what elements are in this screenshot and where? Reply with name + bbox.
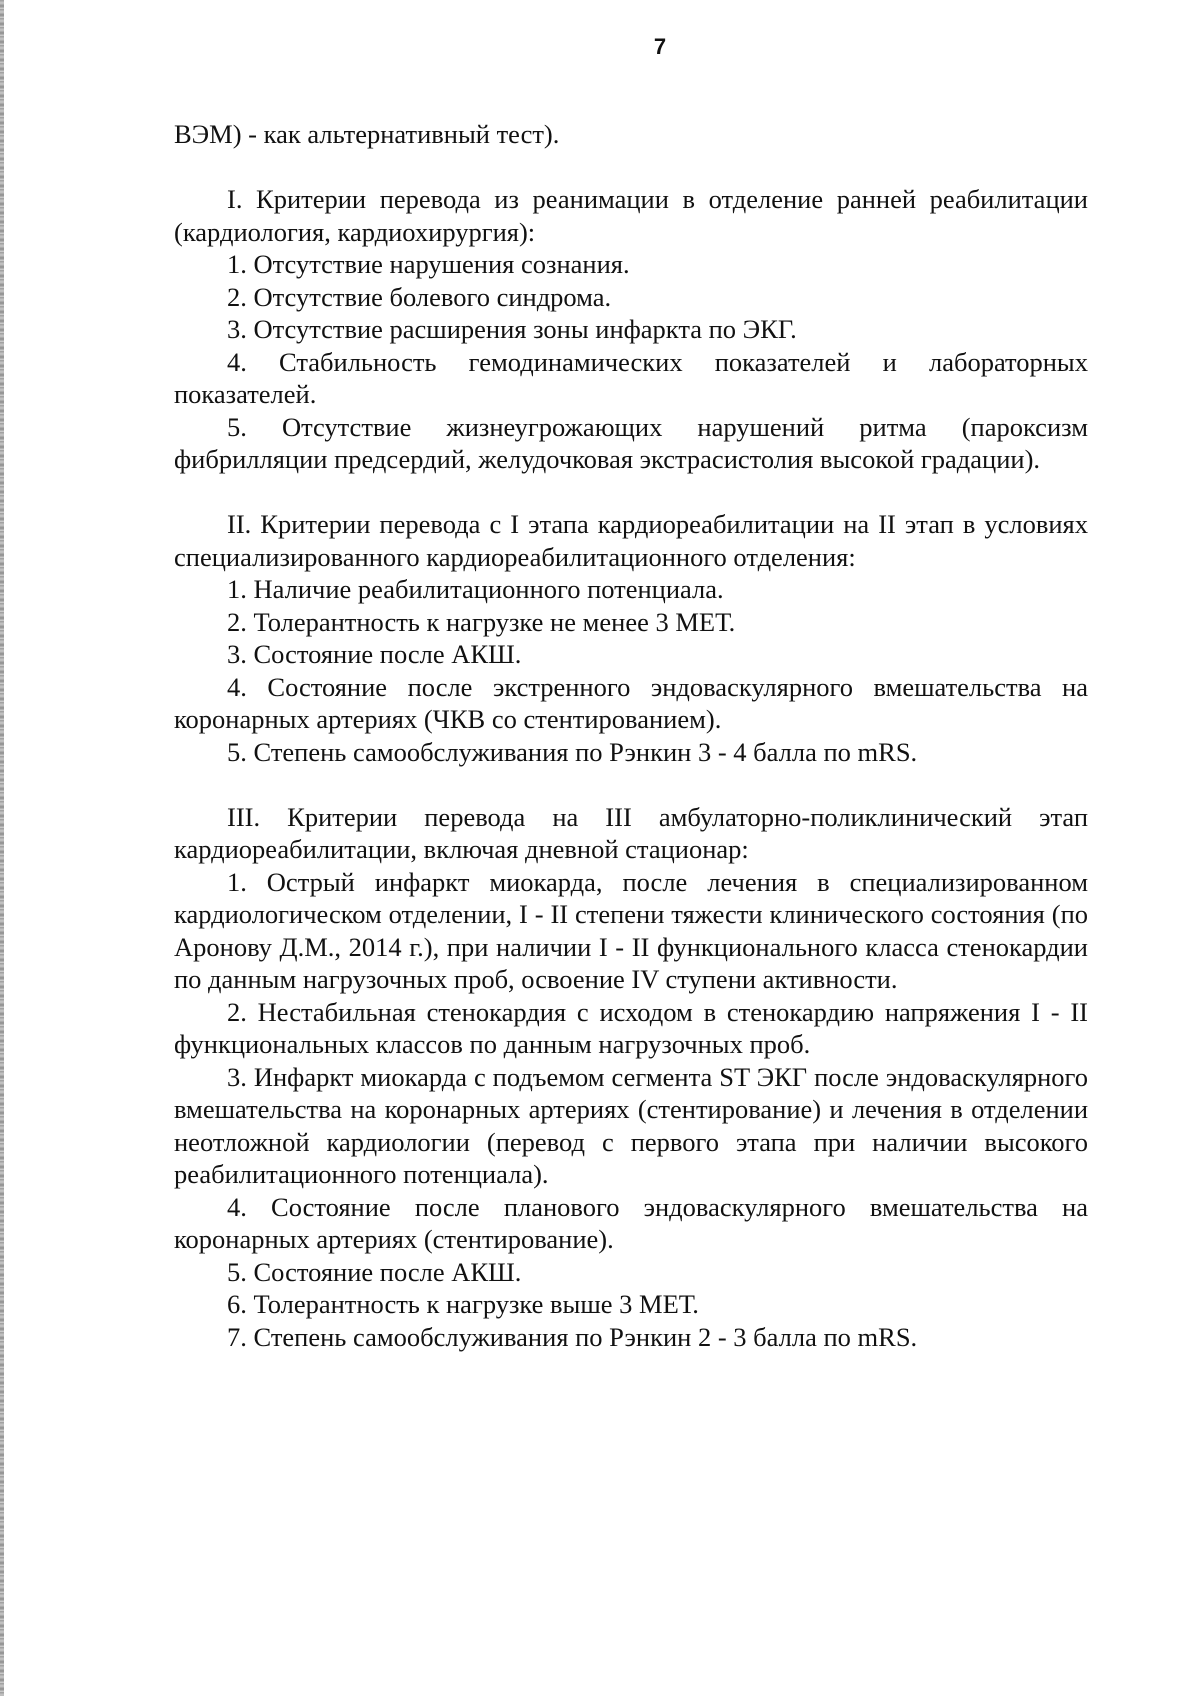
section-1-item-3: 3. Отсутствие расширения зоны инфаркта по ЭКГ.: [227, 314, 797, 344]
spacer: [174, 476, 1088, 509]
section-3-item-2: 2. Нестабильная стенокардия с исходом в стенокардию напряжения I - II функциональных классов по данным нагрузочных проб.: [174, 996, 1088, 1059]
section-2: [174, 508, 1088, 768]
section-3-item-6: 6. Толерантность к нагрузке выше 3 МЕТ.: [227, 1289, 699, 1319]
section-3-item-4: 4. Состояние после планового эндоваскулярного вмешательства на коронарных артериях (стентирование).: [174, 1191, 1088, 1254]
section-3-item-5: 5. Состояние после АКШ.: [227, 1256, 522, 1287]
section-3-item-7: 7. Степень самообслуживания по Рэнкин 2 - 3 балла по mRS.: [227, 1321, 918, 1352]
section-1-heading: I. Критерии перевода из реанимации в отделение ранней реабилитации (кардиология, кардиохирургия):: [174, 184, 1088, 247]
section-1-item-2: 2. Отсутствие болевого синдрома.: [227, 281, 612, 312]
section-1: [174, 183, 1088, 476]
section-3-heading: III. Критерии перевода на III амбулаторно-поликлинический этап кардиореабилитации, включая дневной стационар:: [174, 801, 1088, 864]
spacer: [174, 768, 1088, 801]
intro-line: ВЭМ) - как альтернативный тест).: [174, 119, 560, 149]
section-2-item-3: 3. Состояние после АКШ.: [227, 639, 522, 669]
section-1-item-5: 5. Отсутствие жизнеугрожающих нарушений ритма (пароксизм фибрилляции предсердий, желудочковая экстрасистолия высокой градации).: [174, 411, 1088, 474]
section-1-item-1: 1. Отсутствие нарушения сознания.: [227, 249, 630, 279]
section-2-item-1: 1. Наличие реабилитационного потенциала.: [227, 574, 724, 604]
section-1-item-4: 4. Стабильность гемодинамических показателей и лабораторных показателей.: [174, 346, 1088, 409]
section-2-item-4: 4. Состояние после экстренного эндоваскулярного вмешательства на коронарных артериях (ЧКВ со стентированием).: [174, 671, 1088, 734]
section-2-item-2: 2. Толерантность к нагрузке не менее 3 МЕТ.: [227, 606, 736, 637]
section-3-item-3: 3. Инфаркт миокарда с подъемом сегмента ST ЭКГ после эндоваскулярного вмешательства на коронарных артериях (стентирование) и лечения в отделении неотложной кардиологии (перевод с первого этапа при наличии высокого реабилитационного потенциала).: [174, 1061, 1088, 1189]
section-2-item-5: 5. Степень самообслуживания по Рэнкин 3 - 4 балла по mRS.: [227, 736, 918, 767]
scan-edge-artifact: [0, 0, 4, 1696]
section-3: [174, 801, 1088, 1354]
section-2-heading: II. Критерии перевода с I этапа кардиореабилитации на II этап в условиях специализированного кардиореабилитационного отделения:: [174, 509, 1088, 572]
document-body: [174, 118, 1088, 1353]
section-3-item-1: 1. Острый инфаркт миокарда, после лечения в специализированном кардиологическом отделении, I - II степени тяжести клинического состояния (по Аронову Д.М., 2014 г.), при наличии I - II функционального класса стенокардии по данным нагрузочных проб, освоение IV ступени активности.: [174, 866, 1088, 994]
page-number: 7: [653, 34, 667, 59]
spacer: [174, 151, 1088, 184]
